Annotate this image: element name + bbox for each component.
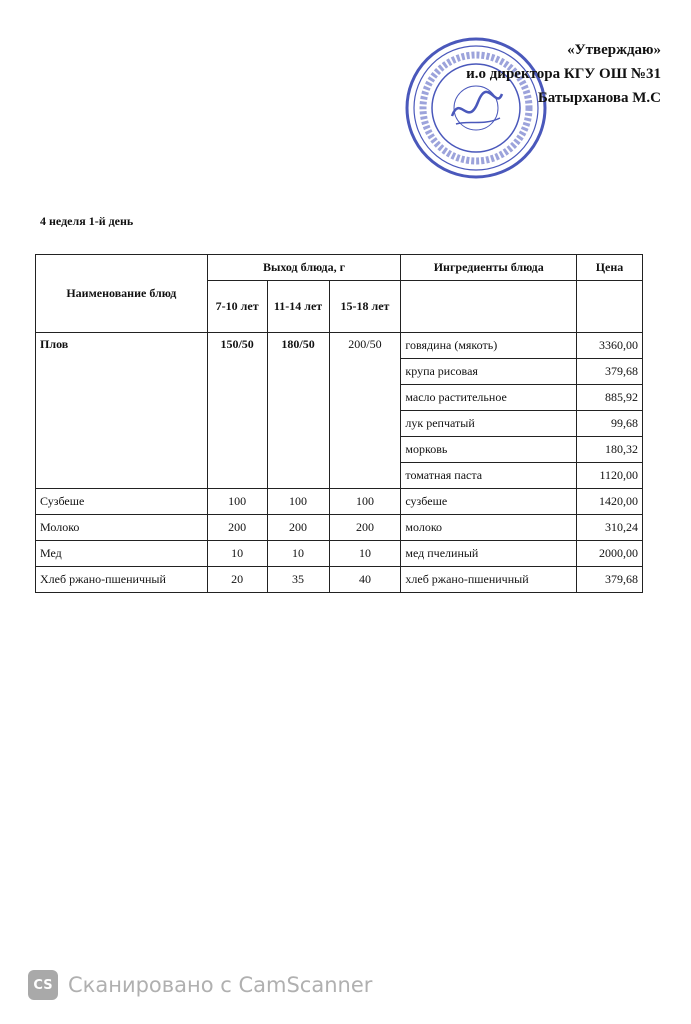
header-blank	[577, 281, 643, 333]
table-row	[36, 489, 643, 515]
ingredient-name: лук репчатый	[401, 411, 577, 437]
dish-name: Сузбеше	[36, 489, 208, 515]
yield-15-18: 200/50	[329, 333, 401, 489]
ingredient-price: 1420,00	[577, 489, 643, 515]
yield-7-10: 150/50	[207, 333, 267, 489]
approve-person: Батырханова М.С	[537, 90, 661, 106]
week-day-title: 4 неделя 1-й день	[40, 214, 134, 228]
yield-15-18: 10	[329, 541, 401, 567]
ingredient-price: 3360,00	[577, 333, 643, 359]
ingredient-price: 99,68	[577, 411, 643, 437]
dish-name: Молоко	[36, 515, 208, 541]
camscanner-logo-icon: CS	[28, 970, 58, 1000]
ingredient-name: томатная паста	[401, 463, 577, 489]
header-price: Цена	[577, 255, 643, 281]
dish-name: Хлеб ржано-пшеничный	[36, 567, 208, 593]
dish-name: Плов	[36, 333, 208, 489]
header-ingredients: Ингредиенты блюда	[401, 255, 577, 281]
table-row	[36, 541, 643, 567]
table-row	[36, 333, 643, 359]
approve-title: «Утверждаю»	[567, 42, 661, 58]
yield-7-10: 100	[207, 489, 267, 515]
header-age-15-18: 15-18 лет	[329, 281, 401, 333]
header-yield: Выход блюда, г	[207, 255, 401, 281]
yield-11-14: 200	[267, 515, 329, 541]
header-age-11-14: 11-14 лет	[267, 281, 329, 333]
yield-15-18: 40	[329, 567, 401, 593]
yield-7-10: 10	[207, 541, 267, 567]
header-dish-name: Наименование блюд	[36, 255, 208, 333]
table-row	[36, 515, 643, 541]
approve-position: и.о директора КГУ ОШ №31	[466, 66, 661, 82]
ingredient-price: 379,68	[577, 567, 643, 593]
header-blank	[401, 281, 577, 333]
watermark-text: Сканировано с CamScanner	[68, 973, 373, 997]
yield-11-14: 180/50	[267, 333, 329, 489]
ingredient-price: 885,92	[577, 385, 643, 411]
ingredient-price: 2000,00	[577, 541, 643, 567]
header-age-7-10: 7-10 лет	[207, 281, 267, 333]
approval-block	[466, 38, 661, 110]
ingredient-price: 379,68	[577, 359, 643, 385]
ingredient-price: 310,24	[577, 515, 643, 541]
ingredient-name: мед пчелиный	[401, 541, 577, 567]
ingredient-name: молоко	[401, 515, 577, 541]
yield-11-14: 100	[267, 489, 329, 515]
ingredient-name: хлеб ржано-пшеничный	[401, 567, 577, 593]
ingredient-name: сузбеше	[401, 489, 577, 515]
yield-15-18: 200	[329, 515, 401, 541]
menu-table	[35, 254, 643, 593]
ingredient-name: морковь	[401, 437, 577, 463]
ingredient-price: 1120,00	[577, 463, 643, 489]
yield-7-10: 20	[207, 567, 267, 593]
yield-11-14: 10	[267, 541, 329, 567]
ingredient-name: говядина (мякоть)	[401, 333, 577, 359]
yield-15-18: 100	[329, 489, 401, 515]
ingredient-price: 180,32	[577, 437, 643, 463]
camscanner-watermark	[28, 970, 372, 1000]
yield-11-14: 35	[267, 567, 329, 593]
table-row	[36, 567, 643, 593]
ingredient-name: масло растительное	[401, 385, 577, 411]
dish-name: Мед	[36, 541, 208, 567]
yield-7-10: 200	[207, 515, 267, 541]
ingredient-name: крупа рисовая	[401, 359, 577, 385]
